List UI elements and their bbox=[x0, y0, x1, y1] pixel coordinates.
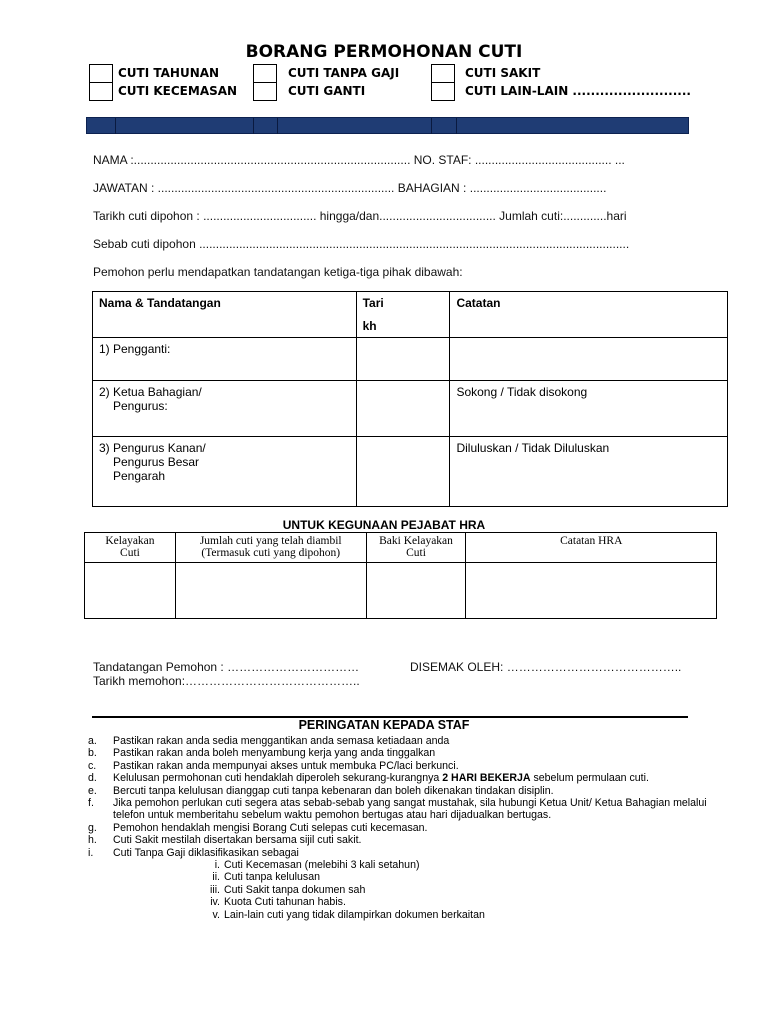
checkbox-cuti-ganti[interactable] bbox=[253, 82, 277, 101]
cell-jumlah[interactable] bbox=[175, 563, 366, 619]
cell-kelayakan[interactable] bbox=[85, 563, 176, 619]
warning-heading: PERINGATAN KEPADA STAF bbox=[298, 718, 470, 732]
sub-list-item: iv. Kuota Cuti tahunan habis. bbox=[210, 896, 346, 909]
section-divider bbox=[98, 506, 678, 507]
field-tarikh-memohon[interactable]: Tarikh memohon:…………………………………….. bbox=[93, 674, 360, 688]
cell-catatan-sokong[interactable]: Sokong / Tidak disokong bbox=[450, 381, 728, 437]
header-baki-kelayakan: Baki Kelayakan Cuti bbox=[366, 533, 466, 563]
checkbox-cuti-kecemasan[interactable] bbox=[89, 82, 113, 101]
cell-catatan-lulus[interactable]: Diluluskan / Tidak Diluluskan bbox=[450, 437, 728, 507]
checkbox-cuti-tanpa-gaji[interactable] bbox=[253, 64, 277, 83]
checkbox-cuti-tahunan[interactable] bbox=[89, 64, 113, 83]
cell-catatan-hra[interactable] bbox=[466, 563, 717, 619]
hra-heading: UNTUK KEGUNAAN PEJABAT HRA bbox=[282, 518, 486, 532]
list-item: a. Pastikan rakan anda sedia menggantikan anda semasa ketiadaan anda bbox=[88, 735, 450, 747]
sub-list-item: i. Cuti Kecemasan (melebihi 3 kali setahun) bbox=[214, 859, 420, 872]
label-cuti-ganti: CUTI GANTI bbox=[288, 84, 366, 98]
checkbox-cuti-sakit[interactable] bbox=[431, 64, 455, 83]
approval-table bbox=[92, 291, 728, 507]
warning-list bbox=[88, 735, 738, 921]
instruction-text: Pemohon perlu mendapatkan tandatangan ketiga-tiga pihak dibawah: bbox=[93, 265, 463, 279]
header-tarikh: Tari kh bbox=[356, 292, 450, 338]
list-item: c. Pastikan rakan anda mempunyai akses untuk membuka PC/laci berkunci. bbox=[88, 759, 459, 772]
table-row bbox=[85, 563, 717, 619]
field-nama-no-staf[interactable]: NAMA :................................................................................... NO. STAF: ......................................... ... bbox=[93, 153, 625, 167]
header-band bbox=[86, 117, 689, 134]
form-title: BORANG PERMOHONAN CUTI bbox=[245, 42, 523, 62]
row-pengganti[interactable]: 1) Pengganti: bbox=[93, 338, 357, 381]
row-pengurus-kanan[interactable]: 3) Pengurus Kanan/ Pengurus Besar Pengarah bbox=[93, 437, 357, 507]
table-row bbox=[93, 437, 728, 507]
label-cuti-sakit: CUTI SAKIT bbox=[465, 66, 541, 80]
header-catatan-hra: Catatan HRA bbox=[466, 533, 717, 563]
header-catatan: Catatan bbox=[450, 292, 728, 338]
sub-list-item: v. Lain-lain cuti yang tidak dilampirkan dokumen berkaitan bbox=[212, 908, 485, 921]
row-ketua-bahagian[interactable]: 2) Ketua Bahagian/ Pengurus: bbox=[93, 381, 357, 437]
field-sebab-cuti[interactable]: Sebab cuti dipohon ................................................................................................................................. bbox=[93, 237, 630, 251]
list-item: b. Pastikan rakan anda boleh menyambung kerja yang anda tinggalkan bbox=[88, 747, 436, 760]
cell-baki[interactable] bbox=[366, 563, 466, 619]
sub-list-item: ii. Cuti tanpa kelulusan bbox=[212, 871, 320, 884]
checkbox-cuti-lain-lain[interactable] bbox=[431, 82, 455, 101]
field-disemak-oleh[interactable]: DISEMAK OLEH: …………………………………….. bbox=[410, 660, 682, 674]
hra-table bbox=[84, 532, 717, 619]
table-row bbox=[93, 338, 728, 381]
cell-tarikh[interactable] bbox=[356, 381, 450, 437]
list-item: h. Cuti Sakit mestilah disertakan bersama sijil cuti sakit. bbox=[88, 834, 362, 847]
field-jawatan-bahagian[interactable]: JAWATAN : ....................................................................... BAHAGIAN : ......................................... bbox=[93, 181, 607, 195]
sub-list-item: iii. Cuti Sakit tanpa dokumen sah bbox=[209, 883, 366, 896]
cell-tarikh[interactable] bbox=[356, 437, 450, 507]
list-item: d. Kelulusan permohonan cuti hendaklah diperoleh sekurang-kurangnya 2 HARI BEKERJA sebelum permulaan cuti. bbox=[88, 772, 649, 785]
table-row bbox=[93, 381, 728, 437]
list-item: f. Jika pemohon perlukan cuti segera atas sebab-sebab yang sangat mustahak, sila hubungi Ketua Unit/ Ketua Bahagian melalui telefon untuk memberitahu sebelum waktu pemohon bertugas atau hari dijadualkan bertugas. bbox=[88, 797, 707, 822]
label-cuti-lain-lain: CUTI LAIN-LAIN .......................... bbox=[465, 84, 691, 98]
label-cuti-tanpa-gaji: CUTI TANPA GAJI bbox=[288, 66, 400, 80]
label-cuti-tahunan: CUTI TAHUNAN bbox=[118, 66, 220, 80]
header-jumlah-cuti: Jumlah cuti yang telah diambil (Termasuk cuti yang dipohon) bbox=[175, 533, 366, 563]
cell-catatan[interactable] bbox=[450, 338, 728, 381]
list-item: i. Cuti Tanpa Gaji diklasifikasikan sebagai bbox=[88, 846, 299, 859]
cell-tarikh[interactable] bbox=[356, 338, 450, 381]
list-item: e. Bercuti tanpa kelulusan dianggap cuti tanpa kebenaran dan boleh dikenakan tindakan disiplin. bbox=[88, 784, 554, 797]
header-nama-tandatangan: Nama & Tandatangan bbox=[93, 292, 357, 338]
list-item: g. Pemohon hendaklah mengisi Borang Cuti selepas cuti kecemasan. bbox=[88, 821, 428, 834]
field-tarikh-cuti[interactable]: Tarikh cuti dipohon : .................................. hingga/dan................................... Jumlah cuti:.............hari bbox=[93, 209, 627, 223]
label-cuti-kecemasan: CUTI KECEMASAN bbox=[118, 84, 238, 98]
header-kelayakan-cuti: Kelayakan Cuti bbox=[85, 533, 176, 563]
field-tandatangan-pemohon[interactable]: Tandatangan Pemohon : …………………………… bbox=[93, 660, 360, 674]
